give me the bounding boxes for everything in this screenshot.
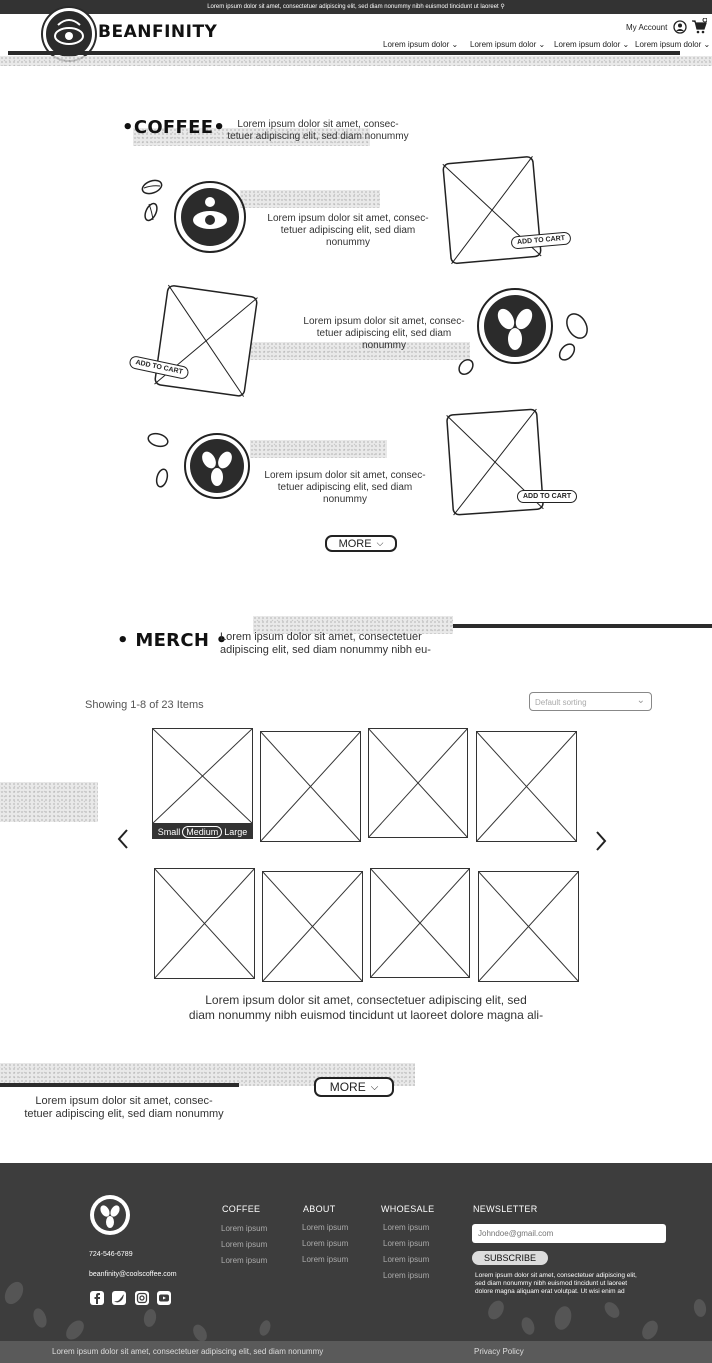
merch-description: Lorem ipsum dolor sit amet, consectetuer adipiscing elit, sed diam nonummy nibh euismod tincidunt ut laoreet dolore magna ali- — [188, 993, 544, 1022]
header-divider — [8, 51, 680, 55]
header-texture — [0, 56, 712, 66]
merch-title: • MERCH • — [117, 630, 228, 651]
size-selector — [152, 824, 253, 839]
coffee-item-2-image — [153, 283, 261, 399]
footer — [0, 1163, 712, 1363]
footer-bottom-text: Lorem ipsum dolor sit amet, consectetuer adipiscing elit, sed diam nonummy — [52, 1347, 324, 1356]
add-to-cart-button[interactable]: ADD TO CART — [517, 490, 577, 503]
merch-divider — [453, 624, 712, 628]
youtube-icon[interactable] — [157, 1291, 171, 1305]
chevron-down-icon: ⌵ — [376, 538, 384, 548]
privacy-policy-link[interactable]: Privacy Policy — [474, 1347, 524, 1356]
footer-link[interactable]: Lorem ipsum — [383, 1239, 430, 1248]
chevron-left-icon[interactable] — [116, 828, 130, 850]
cafe-eye-emblem-icon — [173, 180, 247, 254]
location-pin-icon: ⚲ — [500, 4, 505, 10]
product-image-4[interactable] — [476, 731, 577, 842]
coffee-bean-icon — [137, 175, 167, 225]
size-option-large[interactable]: Large — [224, 826, 248, 837]
coffee-more-button[interactable]: MORE ⌵ — [325, 535, 397, 552]
product-image-2[interactable] — [260, 731, 361, 842]
footer-link[interactable]: Lorem ipsum — [221, 1240, 268, 1249]
nav-item-4[interactable]: Lorem ipsum dolor ⌄ — [635, 40, 711, 49]
brand-name[interactable]: BEANFINITY — [98, 22, 218, 42]
footer-phone[interactable]: 724-546-6789 — [89, 1251, 133, 1258]
chevron-down-icon: ⌵ — [370, 1081, 379, 1093]
coffee-item-3-text: Lorem ipsum dolor sit amet, consec- tetuer adipiscing elit, sed diam nonummy — [264, 470, 426, 505]
chevron-right-icon[interactable] — [594, 830, 608, 852]
coffee-intro: Lorem ipsum dolor sit amet, consec- tetuer adipiscing elit, sed diam nonummy — [227, 119, 409, 142]
footer-col-wholesale-title: WHOESALE — [381, 1204, 435, 1214]
subscribe-button[interactable]: SUBSCRIBE — [472, 1251, 548, 1265]
merch-intro: Lorem ipsum dolor sit amet, consectetuer adipiscing elit, sed diam nonummy nibh eu- — [220, 631, 431, 656]
product-image-6[interactable] — [262, 871, 363, 982]
chevron-down-icon: ⌄ — [636, 695, 645, 706]
announcement-bar — [0, 0, 712, 14]
texture-strip — [240, 190, 380, 208]
footer-col-about-title: ABOUT — [303, 1204, 336, 1214]
footer-link[interactable]: Lorem ipsum — [383, 1255, 430, 1264]
size-option-medium[interactable]: Medium — [182, 826, 222, 838]
footer-link[interactable]: Lorem ipsum — [302, 1223, 349, 1232]
footer-link[interactable]: Lorem ipsum — [383, 1271, 430, 1280]
footer-link[interactable]: Lorem ipsum — [302, 1239, 349, 1248]
user-icon[interactable] — [673, 20, 687, 34]
coffee-item-1-image — [441, 154, 545, 266]
chevron-down-icon: ⌄ — [703, 40, 711, 49]
nav-item-3[interactable]: Lorem ipsum dolor ⌄ — [554, 40, 630, 49]
results-count: Showing 1-8 of 23 Items — [85, 699, 204, 711]
merch-bottom-divider — [0, 1083, 239, 1087]
coffee-item-2-text: Lorem ipsum dolor sit amet, consec- tetuer adipiscing elit, sed diam nonummy — [303, 316, 465, 351]
texture-strip — [0, 782, 98, 822]
product-image-3[interactable] — [368, 728, 468, 838]
texture-strip — [250, 440, 387, 458]
footer-bottom-bar — [0, 1341, 712, 1363]
footer-col-coffee-title: COFFEE — [222, 1204, 261, 1214]
facebook-icon[interactable] — [90, 1291, 104, 1305]
footer-link[interactable]: Lorem ipsum — [302, 1255, 349, 1264]
merch-side-text: Lorem ipsum dolor sit amet, consec- tetuer adipiscing elit, sed diam nonummy — [24, 1095, 224, 1120]
coffee-item-1-text: Lorem ipsum dolor sit amet, consec- tetuer adipiscing elit, sed diam nonummy — [267, 213, 429, 248]
coffee-title: •COFFEE• — [122, 117, 226, 138]
footer-link[interactable]: Lorem ipsum — [221, 1224, 268, 1233]
sort-select[interactable]: Default sorting ⌄ — [529, 692, 652, 711]
size-option-small[interactable]: Small — [157, 826, 181, 837]
add-to-cart-button[interactable]: ADD TO CART — [128, 355, 189, 380]
coffee-beans-emblem-icon — [183, 432, 251, 500]
instagram-icon[interactable] — [135, 1291, 149, 1305]
footer-link[interactable]: Lorem ipsum — [221, 1256, 268, 1265]
coffee-bean-icon — [144, 428, 174, 493]
product-image-7[interactable] — [370, 868, 470, 978]
newsletter-email-input[interactable] — [472, 1224, 666, 1243]
merch-more-button[interactable]: MORE ⌵ — [314, 1077, 394, 1097]
product-image-1[interactable] — [152, 728, 253, 824]
nav-item-2[interactable]: Lorem ipsum dolor ⌄ — [470, 40, 546, 49]
chevron-down-icon: ⌄ — [451, 40, 459, 49]
footer-link[interactable]: Lorem ipsum — [383, 1223, 430, 1232]
cart-icon[interactable] — [691, 18, 707, 34]
newsletter-title: NEWSLETTER — [473, 1204, 538, 1214]
footer-logo-icon[interactable] — [89, 1194, 131, 1236]
chevron-down-icon: ⌄ — [622, 40, 630, 49]
my-account-link[interactable]: My Account — [626, 23, 668, 32]
product-image-8[interactable] — [478, 871, 579, 982]
coffee-bean-icon — [455, 308, 595, 378]
chevron-down-icon: ⌄ — [538, 40, 546, 49]
nav-item-1[interactable]: Lorem ipsum dolor ⌄ — [383, 40, 459, 49]
announcement-text: Lorem ipsum dolor sit amet, consectetuer adipiscing elit, sed diam nonummy nibh euismod tincidunt ut laoreet — [207, 4, 499, 10]
newsletter-text: Lorem ipsum dolor sit amet, consectetuer adipiscing elit, sed diam nonummy nibh euismod tincidunt ut laoreet dolore magna aliquam erat volutpat. Ut wisi enim ad — [475, 1272, 637, 1295]
footer-email[interactable]: beanfinity@coolscoffee.com — [89, 1271, 177, 1278]
twitter-icon[interactable] — [112, 1291, 126, 1305]
add-to-cart-button[interactable]: ADD TO CART — [511, 231, 572, 249]
product-image-5[interactable] — [154, 868, 255, 979]
